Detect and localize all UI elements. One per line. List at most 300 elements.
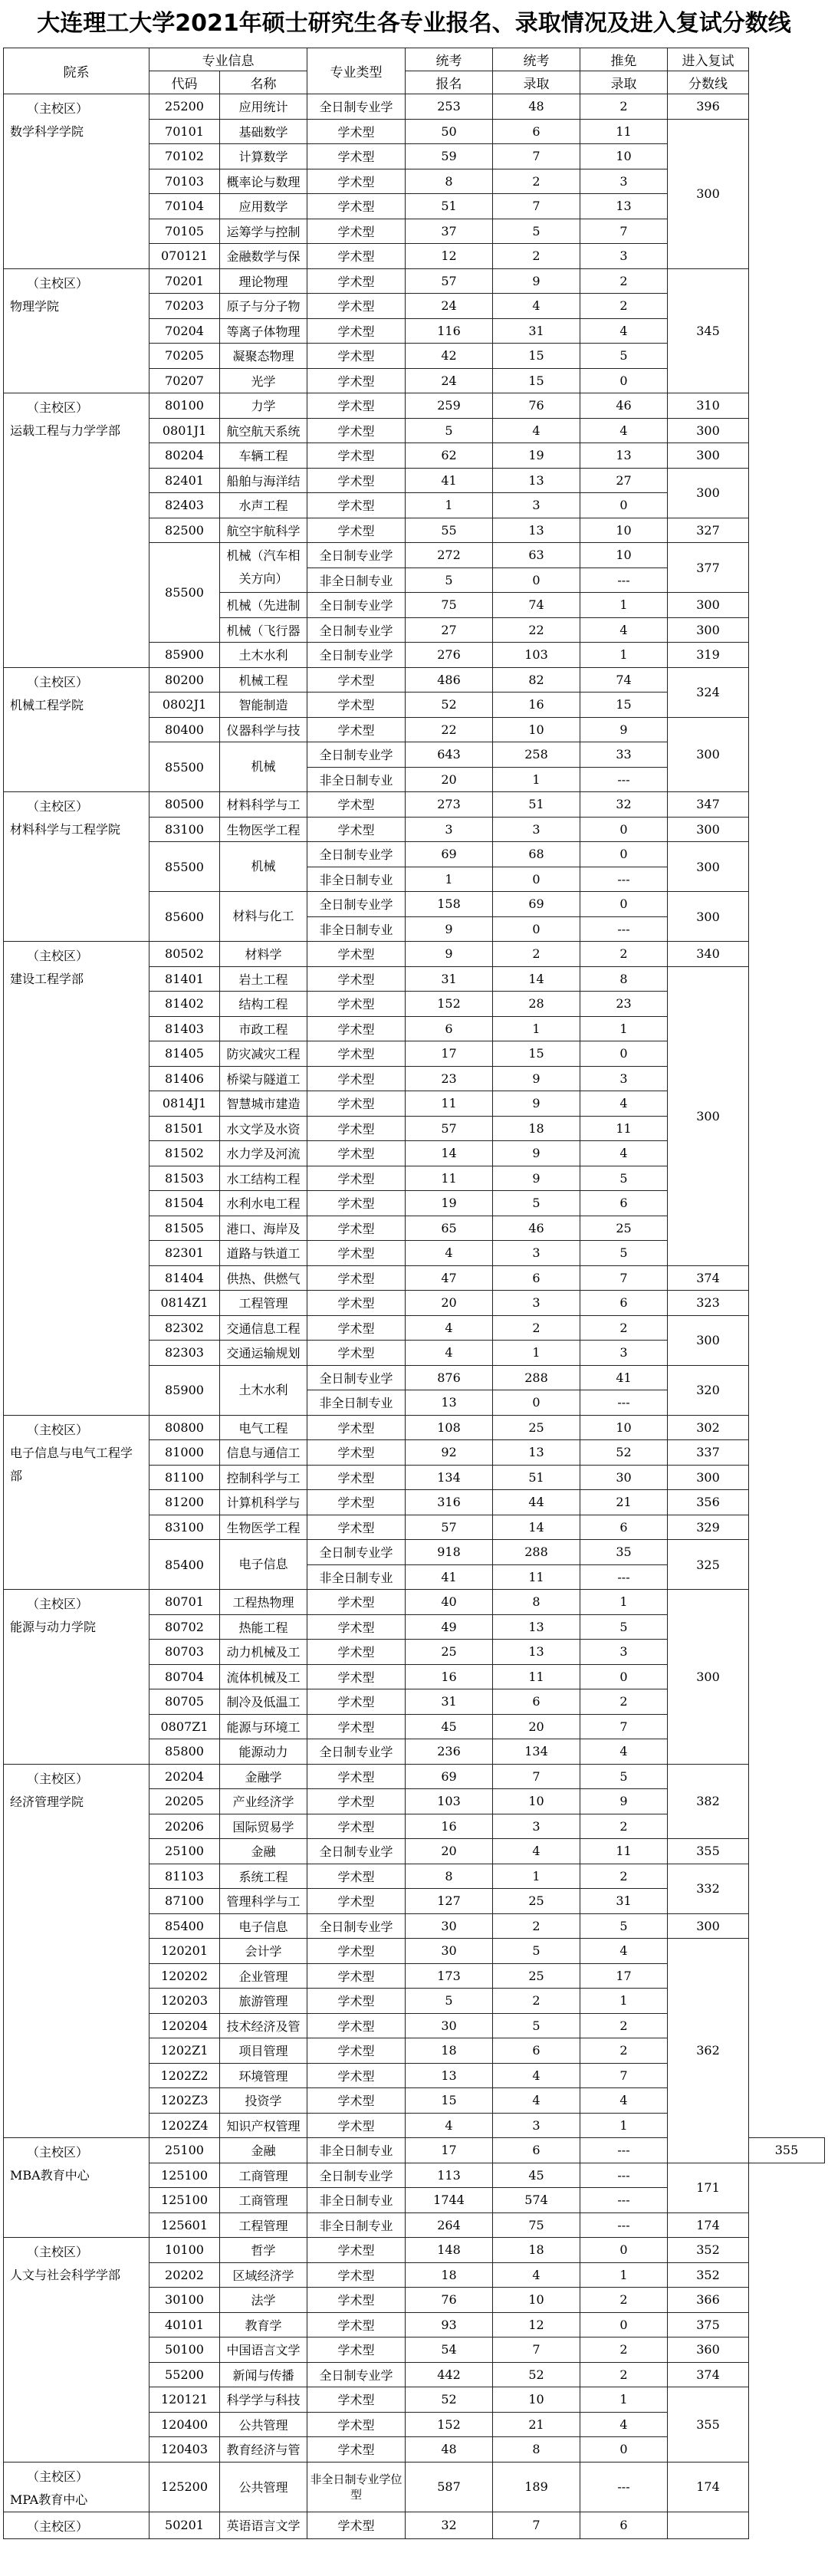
major-type: 学术型 bbox=[307, 1490, 406, 1515]
major-type: 学术型 bbox=[307, 2512, 406, 2538]
major-name: 金融 bbox=[220, 2138, 307, 2163]
major-type: 学术型 bbox=[307, 992, 406, 1017]
applied-count: 918 bbox=[406, 1540, 493, 1565]
exempt-count: 0 bbox=[580, 842, 668, 867]
major-type: 学术型 bbox=[307, 1864, 406, 1889]
admitted-count: 0 bbox=[493, 1390, 580, 1416]
major-name: 公共管理 bbox=[220, 2412, 307, 2437]
exempt-count: 13 bbox=[580, 194, 668, 219]
major-code: 1202Z4 bbox=[150, 2113, 220, 2138]
header-type: 专业类型 bbox=[307, 48, 406, 94]
major-type: 学术型 bbox=[307, 1066, 406, 1091]
applied-count: 113 bbox=[406, 2163, 493, 2188]
major-code: 81402 bbox=[150, 992, 220, 1017]
major-name: 概率论与数理 bbox=[220, 169, 307, 194]
major-type: 全日制专业学 bbox=[307, 593, 406, 618]
retest-score: 300 bbox=[668, 443, 749, 469]
exempt-count: 17 bbox=[580, 1963, 668, 1989]
major-code: 82301 bbox=[150, 1241, 220, 1266]
applied-count: 442 bbox=[406, 2362, 493, 2387]
retest-score: 300 bbox=[668, 892, 749, 942]
exempt-count: 1 bbox=[580, 1989, 668, 2014]
retest-score: 174 bbox=[668, 2462, 749, 2512]
retest-score: 324 bbox=[668, 667, 749, 717]
major-code: 85400 bbox=[150, 1540, 220, 1590]
exempt-count: 35 bbox=[580, 1540, 668, 1565]
department-cell bbox=[4, 2462, 150, 2512]
applied-count: 18 bbox=[406, 2262, 493, 2288]
table-row bbox=[4, 2512, 825, 2538]
major-name: 智慧城市建造 bbox=[220, 1091, 307, 1117]
retest-score: 375 bbox=[668, 2312, 749, 2337]
major-code: 0801J1 bbox=[150, 418, 220, 443]
campus-label: （主校区） bbox=[27, 949, 89, 963]
major-name: 国际贸易学 bbox=[220, 1814, 307, 1839]
applied-count: 93 bbox=[406, 2312, 493, 2337]
major-code: 70104 bbox=[150, 194, 220, 219]
major-code: 81405 bbox=[150, 1041, 220, 1067]
major-type: 学术型 bbox=[307, 2113, 406, 2138]
admitted-count: 4 bbox=[493, 2088, 580, 2114]
table-row bbox=[4, 1415, 825, 1440]
exempt-count: 4 bbox=[580, 2088, 668, 2114]
exempt-count: 6 bbox=[580, 1515, 668, 1540]
exempt-count: 4 bbox=[580, 1091, 668, 1117]
admitted-count: 13 bbox=[493, 518, 580, 543]
major-name: 电气工程 bbox=[220, 1415, 307, 1440]
exempt-count: 4 bbox=[580, 1939, 668, 1964]
applied-count: 31 bbox=[406, 966, 493, 992]
admitted-count: 6 bbox=[493, 119, 580, 144]
department-cell bbox=[4, 2238, 150, 2462]
applied-count: 30 bbox=[406, 1913, 493, 1939]
major-code: 120400 bbox=[150, 2412, 220, 2437]
retest-score: 300 bbox=[668, 418, 749, 443]
major-type: 学术型 bbox=[307, 1216, 406, 1241]
major-code: 83100 bbox=[150, 1515, 220, 1540]
department-name: 经济管理学院 bbox=[10, 1794, 84, 1809]
major-name: 生物医学工程 bbox=[220, 817, 307, 842]
major-name: 金融学 bbox=[220, 1764, 307, 1789]
admitted-count: 13 bbox=[493, 468, 580, 493]
admitted-count: 16 bbox=[493, 693, 580, 718]
major-code: 30100 bbox=[150, 2288, 220, 2313]
major-code: 125601 bbox=[150, 2212, 220, 2238]
admitted-count: 82 bbox=[493, 667, 580, 693]
admitted-count: 1 bbox=[493, 1341, 580, 1366]
exempt-count: 10 bbox=[580, 518, 668, 543]
exempt-count: --- bbox=[580, 1564, 668, 1590]
major-type: 学术型 bbox=[307, 1016, 406, 1041]
applied-count: 23 bbox=[406, 1066, 493, 1091]
major-code: 25200 bbox=[150, 94, 220, 120]
header-exempt-top: 推免 bbox=[580, 48, 668, 71]
major-code: 82303 bbox=[150, 1341, 220, 1366]
major-code: 1202Z1 bbox=[150, 2038, 220, 2064]
major-code: 50100 bbox=[150, 2337, 220, 2363]
retest-score: 340 bbox=[668, 942, 749, 967]
exempt-count: 1 bbox=[580, 1590, 668, 1615]
applied-count: 22 bbox=[406, 717, 493, 742]
applied-count: 20 bbox=[406, 767, 493, 792]
major-code: 81503 bbox=[150, 1166, 220, 1191]
applied-count: 12 bbox=[406, 244, 493, 269]
major-type: 非全日制专业学位型 bbox=[307, 2462, 406, 2512]
header-dept: 院系 bbox=[4, 48, 150, 94]
retest-score: 323 bbox=[668, 1291, 749, 1316]
table-row bbox=[4, 94, 825, 120]
major-name: 工商管理 bbox=[220, 2188, 307, 2213]
major-name: 理论物理 bbox=[220, 268, 307, 294]
applied-count: 276 bbox=[406, 643, 493, 668]
major-type: 学术型 bbox=[307, 1141, 406, 1166]
exempt-count: 30 bbox=[580, 1465, 668, 1490]
header-score-top: 进入复试 bbox=[668, 48, 749, 71]
applied-count: 316 bbox=[406, 1490, 493, 1515]
exempt-count: 32 bbox=[580, 792, 668, 818]
exempt-count: 0 bbox=[580, 2437, 668, 2462]
exempt-count: 0 bbox=[580, 892, 668, 917]
admitted-count: 11 bbox=[493, 1564, 580, 1590]
major-type: 学术型 bbox=[307, 2088, 406, 2114]
retest-score: 300 bbox=[668, 1465, 749, 1490]
applied-count: 32 bbox=[406, 2512, 493, 2538]
exempt-count: 2 bbox=[580, 1689, 668, 1715]
exempt-count: 5 bbox=[580, 344, 668, 369]
major-name: 材料学 bbox=[220, 942, 307, 967]
exempt-count: 11 bbox=[580, 1839, 668, 1864]
major-code: 80701 bbox=[150, 1590, 220, 1615]
major-type: 学术型 bbox=[307, 1315, 406, 1341]
exempt-count: 25 bbox=[580, 1216, 668, 1241]
major-name: 交通信息工程 bbox=[220, 1315, 307, 1341]
major-type: 学术型 bbox=[307, 1415, 406, 1440]
major-type: 全日制专业学 bbox=[307, 842, 406, 867]
retest-score: 352 bbox=[668, 2238, 749, 2263]
exempt-count: 1 bbox=[580, 643, 668, 668]
applied-count: 31 bbox=[406, 1689, 493, 1715]
admitted-count: 3 bbox=[493, 1241, 580, 1266]
retest-score: 325 bbox=[668, 1540, 749, 1590]
retest-score: 310 bbox=[668, 393, 749, 419]
exempt-count: --- bbox=[580, 2188, 668, 2213]
admitted-count: 11 bbox=[493, 1664, 580, 1689]
major-name: 法学 bbox=[220, 2288, 307, 2313]
major-type: 全日制专业学 bbox=[307, 643, 406, 668]
department-cell bbox=[4, 94, 150, 269]
retest-score: 300 bbox=[668, 468, 749, 518]
major-name: 控制科学与工 bbox=[220, 1465, 307, 1490]
major-code: 70105 bbox=[150, 219, 220, 244]
major-type: 学术型 bbox=[307, 368, 406, 393]
applied-count: 116 bbox=[406, 318, 493, 344]
major-code: 85500 bbox=[150, 742, 220, 792]
applied-count: 13 bbox=[406, 1390, 493, 1416]
major-code: 85800 bbox=[150, 1739, 220, 1765]
exempt-count: --- bbox=[580, 2138, 668, 2163]
applied-count: 69 bbox=[406, 1764, 493, 1789]
major-type: 学术型 bbox=[307, 268, 406, 294]
applied-count: 15 bbox=[406, 2088, 493, 2114]
header-code: 代码 bbox=[150, 71, 220, 94]
applied-count: 148 bbox=[406, 2238, 493, 2263]
exempt-count: 52 bbox=[580, 1440, 668, 1466]
major-name: 工程热物理 bbox=[220, 1590, 307, 1615]
department-cell bbox=[4, 792, 150, 942]
major-code: 070121 bbox=[150, 244, 220, 269]
exempt-count: 33 bbox=[580, 742, 668, 768]
major-type: 学术型 bbox=[307, 667, 406, 693]
department-cell bbox=[4, 2512, 150, 2538]
major-name: 土木水利 bbox=[220, 643, 307, 668]
applied-count: 5 bbox=[406, 568, 493, 593]
admitted-count: 10 bbox=[493, 2387, 580, 2413]
major-name: 制冷及低温工 bbox=[220, 1689, 307, 1715]
applied-count: 127 bbox=[406, 1889, 493, 1914]
admitted-count: 10 bbox=[493, 2288, 580, 2313]
admitted-count: 21 bbox=[493, 2412, 580, 2437]
major-name: 技术经济及管 bbox=[220, 2013, 307, 2038]
major-code: 120202 bbox=[150, 1963, 220, 1989]
major-type: 学术型 bbox=[307, 294, 406, 319]
admitted-count: 189 bbox=[493, 2462, 580, 2512]
exempt-count: 4 bbox=[580, 2412, 668, 2437]
exempt-count: 31 bbox=[580, 1889, 668, 1914]
department-name: 能源与动力学院 bbox=[10, 1620, 97, 1634]
applied-count: 54 bbox=[406, 2337, 493, 2363]
applied-count: 30 bbox=[406, 1939, 493, 1964]
major-type: 学术型 bbox=[307, 344, 406, 369]
major-type: 全日制专业学 bbox=[307, 892, 406, 917]
major-name: 计算机科学与 bbox=[220, 1490, 307, 1515]
major-name: 船舶与海洋结 bbox=[220, 468, 307, 493]
admitted-count: 103 bbox=[493, 643, 580, 668]
major-code: 125200 bbox=[150, 2462, 220, 2512]
major-name: 防灾减灾工程 bbox=[220, 1041, 307, 1067]
major-name: 机械 bbox=[220, 842, 307, 892]
major-type: 学术型 bbox=[307, 1191, 406, 1216]
applied-count: 8 bbox=[406, 1864, 493, 1889]
admitted-count: 5 bbox=[493, 1191, 580, 1216]
applied-count: 1 bbox=[406, 867, 493, 892]
retest-score: 377 bbox=[668, 543, 749, 593]
exempt-count: 4 bbox=[580, 617, 668, 643]
applied-count: 152 bbox=[406, 2412, 493, 2437]
admitted-count: 75 bbox=[493, 2212, 580, 2238]
exempt-count: 2 bbox=[580, 94, 668, 120]
exempt-count: 9 bbox=[580, 1789, 668, 1814]
applied-count: 16 bbox=[406, 1814, 493, 1839]
major-code: 20205 bbox=[150, 1789, 220, 1814]
major-name: 知识产权管理 bbox=[220, 2113, 307, 2138]
retest-score: 366 bbox=[668, 2288, 749, 2313]
major-code: 0814Z1 bbox=[150, 1291, 220, 1316]
applied-count: 92 bbox=[406, 1440, 493, 1466]
major-type: 非全日制专业 bbox=[307, 568, 406, 593]
applied-count: 17 bbox=[406, 1041, 493, 1067]
exempt-count: 2 bbox=[580, 268, 668, 294]
major-type: 学术型 bbox=[307, 1889, 406, 1914]
major-type: 学术型 bbox=[307, 1764, 406, 1789]
applied-count: 48 bbox=[406, 2437, 493, 2462]
major-code: 80204 bbox=[150, 443, 220, 469]
admitted-count: 5 bbox=[493, 1939, 580, 1964]
admitted-count: 7 bbox=[493, 194, 580, 219]
applied-count: 6 bbox=[406, 1016, 493, 1041]
admitted-count: 25 bbox=[493, 1889, 580, 1914]
department-cell bbox=[4, 268, 150, 393]
applied-count: 1 bbox=[406, 493, 493, 518]
header-score-bottom: 分数线 bbox=[668, 71, 749, 94]
admitted-count: 18 bbox=[493, 2238, 580, 2263]
applied-count: 18 bbox=[406, 2038, 493, 2064]
applied-count: 41 bbox=[406, 468, 493, 493]
major-type: 学术型 bbox=[307, 493, 406, 518]
admitted-count: 48 bbox=[493, 94, 580, 120]
exempt-count: --- bbox=[580, 2212, 668, 2238]
admitted-count: 19 bbox=[493, 443, 580, 469]
retest-score: 300 bbox=[668, 617, 749, 643]
exempt-count: 2 bbox=[580, 2013, 668, 2038]
applied-count: 42 bbox=[406, 344, 493, 369]
major-name: 基础数学 bbox=[220, 119, 307, 144]
major-code: 81505 bbox=[150, 1216, 220, 1241]
retest-score: 302 bbox=[668, 1415, 749, 1440]
exempt-count: 0 bbox=[580, 817, 668, 842]
major-type: 学术型 bbox=[307, 1664, 406, 1689]
applied-count: 50 bbox=[406, 119, 493, 144]
retest-score: 355 bbox=[668, 1839, 749, 1864]
admitted-count: 2 bbox=[493, 1913, 580, 1939]
admitted-count: 4 bbox=[493, 294, 580, 319]
applied-count: 30 bbox=[406, 2013, 493, 2038]
admitted-count: 10 bbox=[493, 1789, 580, 1814]
retest-score: 300 bbox=[668, 1590, 749, 1765]
major-code: 10100 bbox=[150, 2238, 220, 2263]
major-name: 等离子体物理 bbox=[220, 318, 307, 344]
major-name: 会计学 bbox=[220, 1939, 307, 1964]
admitted-count: 15 bbox=[493, 344, 580, 369]
major-name: 水力学及河流 bbox=[220, 1141, 307, 1166]
major-name: 系统工程 bbox=[220, 1864, 307, 1889]
exempt-count: 4 bbox=[580, 418, 668, 443]
applied-count: 20 bbox=[406, 1839, 493, 1864]
major-name: 机械工程 bbox=[220, 667, 307, 693]
department-name: MPA教育中心 bbox=[10, 2492, 88, 2507]
admitted-count: 258 bbox=[493, 742, 580, 768]
admitted-count: 3 bbox=[493, 1814, 580, 1839]
major-type: 学术型 bbox=[307, 2013, 406, 2038]
admitted-count: 2 bbox=[493, 169, 580, 194]
admitted-count: 9 bbox=[493, 1066, 580, 1091]
major-type: 学术型 bbox=[307, 792, 406, 818]
major-name: 科学学与科技 bbox=[220, 2387, 307, 2413]
admitted-count: 31 bbox=[493, 318, 580, 344]
exempt-count: 10 bbox=[580, 543, 668, 568]
major-type: 非全日制专业 bbox=[307, 2188, 406, 2213]
exempt-count: 0 bbox=[580, 2238, 668, 2263]
retest-score: 319 bbox=[668, 643, 749, 668]
applied-count: 8 bbox=[406, 169, 493, 194]
admitted-count: 288 bbox=[493, 1365, 580, 1390]
admitted-count: 3 bbox=[493, 2113, 580, 2138]
major-code: 120204 bbox=[150, 2013, 220, 2038]
admitted-count: 45 bbox=[493, 2163, 580, 2188]
admitted-count: 4 bbox=[493, 418, 580, 443]
major-type: 学术型 bbox=[307, 1465, 406, 1490]
major-type: 学术型 bbox=[307, 2038, 406, 2064]
admitted-count: 52 bbox=[493, 2362, 580, 2387]
applied-count: 40 bbox=[406, 1590, 493, 1615]
major-name: 材料科学与工 bbox=[220, 792, 307, 818]
major-type: 全日制专业学 bbox=[307, 742, 406, 768]
major-type: 学术型 bbox=[307, 2288, 406, 2313]
department-name: 物理学院 bbox=[10, 298, 60, 314]
exempt-count: 74 bbox=[580, 667, 668, 693]
major-name: 机械（飞行器 bbox=[220, 617, 307, 643]
exempt-count: 8 bbox=[580, 966, 668, 992]
exempt-count: 4 bbox=[580, 1141, 668, 1166]
major-code: 80702 bbox=[150, 1614, 220, 1640]
applied-count: 20 bbox=[406, 1291, 493, 1316]
table-body bbox=[4, 94, 825, 2539]
header-major-info: 专业信息 bbox=[150, 48, 307, 71]
retest-score: 327 bbox=[668, 518, 749, 543]
exempt-count: 3 bbox=[580, 1341, 668, 1366]
major-code: 80800 bbox=[150, 1415, 220, 1440]
major-type: 学术型 bbox=[307, 1341, 406, 1366]
major-name: 教育经济与管 bbox=[220, 2437, 307, 2462]
admitted-count: 7 bbox=[493, 144, 580, 169]
major-code: 120201 bbox=[150, 1939, 220, 1964]
major-type: 学术型 bbox=[307, 1515, 406, 1540]
major-code: 25100 bbox=[150, 2138, 220, 2163]
applied-count: 52 bbox=[406, 2387, 493, 2413]
department-name: 数学科学学院 bbox=[10, 124, 84, 139]
exempt-count: 3 bbox=[580, 244, 668, 269]
department-name: 运载工程与力学学部 bbox=[10, 423, 121, 438]
retest-score: 356 bbox=[668, 1490, 749, 1515]
admitted-count: 20 bbox=[493, 1714, 580, 1739]
major-code: 125100 bbox=[150, 2163, 220, 2188]
major-name: 计算数学 bbox=[220, 144, 307, 169]
applied-count: 52 bbox=[406, 693, 493, 718]
exempt-count: 15 bbox=[580, 693, 668, 718]
major-type: 学术型 bbox=[307, 1640, 406, 1665]
exempt-count: 6 bbox=[580, 1291, 668, 1316]
admitted-count: 3 bbox=[493, 1291, 580, 1316]
exempt-count: 5 bbox=[580, 1241, 668, 1266]
retest-score: 300 bbox=[668, 966, 749, 1265]
admitted-count: 25 bbox=[493, 1415, 580, 1440]
admitted-count: 8 bbox=[493, 2437, 580, 2462]
major-code: 81000 bbox=[150, 1440, 220, 1466]
table-row bbox=[4, 792, 825, 818]
major-name: 运筹学与控制 bbox=[220, 219, 307, 244]
major-name: 市政工程 bbox=[220, 1016, 307, 1041]
major-name: 能源与环境工 bbox=[220, 1714, 307, 1739]
major-name: 应用统计 bbox=[220, 94, 307, 120]
major-type: 非全日制专业 bbox=[307, 867, 406, 892]
applied-count: 16 bbox=[406, 1664, 493, 1689]
admitted-count: 22 bbox=[493, 617, 580, 643]
major-code: 85500 bbox=[150, 543, 220, 643]
major-type: 学术型 bbox=[307, 2412, 406, 2437]
admitted-count: 9 bbox=[493, 1141, 580, 1166]
applied-count: 486 bbox=[406, 667, 493, 693]
major-type: 全日制专业学 bbox=[307, 617, 406, 643]
major-code: 81100 bbox=[150, 1465, 220, 1490]
